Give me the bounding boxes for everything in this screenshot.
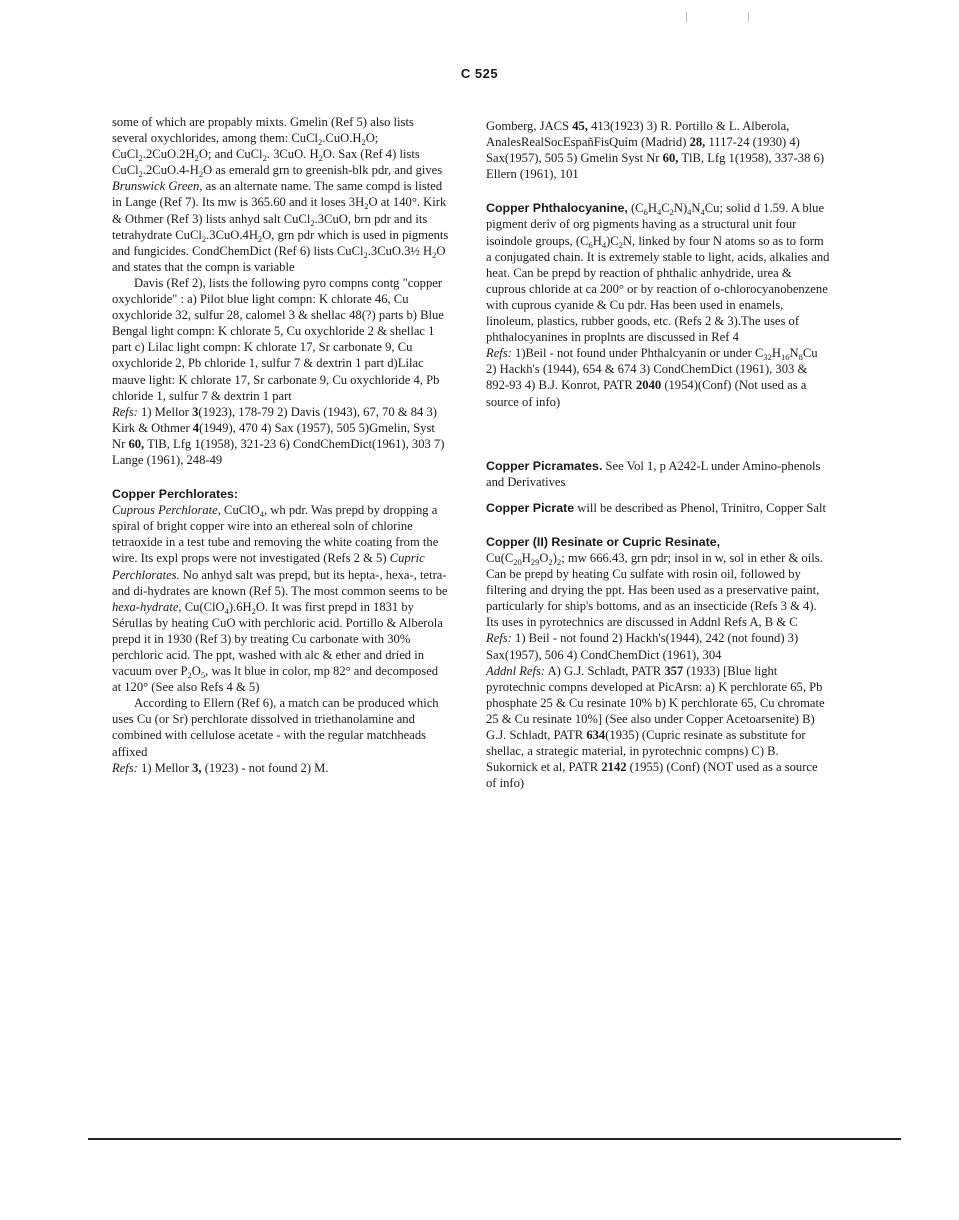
paragraph-oxychlorides: some of which are propably mixts. Gmelin (Ref 5) also lists several oxychlorides, among them: $CuCl_2.CuO.H_2O$; $CuCl_2.2CuO.2H_2O$; and CuCl$_2$. 3CuO. $H_2O$. Sax (Ref 4) lists $CuCl_2.2CuO.4-H_2O$ as emerald grn to greenish-blk pdr, and gives Brunswick Green, as an alternate name. The same compd is listed in Lange (Ref 7). Its mw is 365.60 and it loses $3H_2O$ at 140°. Kirk & Othmer (Ref 3) lists anhyd salt CuCl$_2$.3CuO, brn pdr and its tetrahydrate $CuCl_2.3CuO.4H_2O$, grn pdr which is used in pigments and fungicides. CondChemDict (Ref 6) lists CuCl$_2$.3CuO.3½ $H_2O$ and states that the compn is variable xyxy=(112,115,449,274)
footer-rule xyxy=(88,1138,901,1140)
references-resinate: Refs: 1) Beil - not found 2) Hackh's(1944), 242 (not found) 3) Sax(1957), 506 4) CondChemDict (1961), 304 xyxy=(486,631,799,662)
paragraph-ellern-match: According to Ellern (Ref 6), a match can be produced which uses Cu (or Sr) perchlorate dissolved in triethanolamine and combined with cellulose acetate - with the regular matchheads affixed xyxy=(112,696,439,759)
scan-mark xyxy=(686,12,687,22)
right-column xyxy=(486,118,831,791)
heading-copper-phthalocyanine: Copper Phthalocyanine, xyxy=(486,201,628,216)
entry-copper-picramates: Copper Picramates. See Vol 1, p A242-L under Amino-phenols and Derivatives xyxy=(486,458,821,489)
additional-references-resinate: Addnl Refs: A) G.J. Schladt, PATR 357 (1933) [Blue light pyrotechnic compns developed at PicArsn: a) K perchlorate 65, Pb phosphate 25 & Cu resinate 10% b) K perchlorate 65, Cu chromate 25 & Cu resinate 10%] (See also under Copper Acetoarsenite) B) G.J. Schladt, PATR 634(1935) (Cupric resinate as substitute for shellac, a strategic material, in pyrotechnic compns) C) B. Sukornick et al, PATR 2142 (1955) (Conf) (NOT used as a source of info) xyxy=(486,663,825,791)
entry-copper-phthalocyanine: Copper Phthalocyanine, $(C_6H_4C_2N)_4N_4Cu$; solid d 1.59. A blue pigment deriv of org pigments having as a structural unit four isoindole groups, $(C_6H_4)C_2N$, linked by four N atoms so as to form a conjugated chain. It is extremely stable to light, acids, alkalies and heat. Can be prepd by reaction of phthalic anhydride, urea & cuprous chloride at ca 200° or by reaction of o-chlorocyanobenzene with cuprous cyanide & Cu pdr. Has been used in enamels, linoleum, plastics, rubber goods, etc. (Refs 2 & 3).The uses of phthalocyanines in proplnts are discussed in Ref 4 xyxy=(486,201,830,345)
references-perchlorates: Refs: 1) Mellor 3, (1923) - not found 2) M. xyxy=(112,760,329,775)
heading-copper-resinate: Copper (II) Resinate or Cupric Resinate, xyxy=(486,534,721,549)
heading-copper-picramates: Copper Picramates. xyxy=(486,458,603,473)
left-column xyxy=(112,114,450,776)
references-phthalocyanine: Refs: 1)Beil - not found under Phthalcyanin or under $C_{32}H_{16}N_8Cu$ 2) Hackh's (1944), 654 & 674 3) CondChemDict (1961), 303 & 892-93 4) B.J. Konrot, PATR 2040 (1954)(Conf) (Not used as a source of info) xyxy=(486,346,818,409)
page-header: C 525 xyxy=(460,66,499,81)
paragraph-davis: Davis (Ref 2), lists the following pyro compns contg "copper oxychloride" : a) Pilot blue light compn: K chlorate 46, Cu oxychloride 32, sulfur 28, calomel 3 & shellac 48(?) parts b) Blue Bengal light compn: K chlorate 5, Cu oxychloride 2 & shellac 1 part c) Lilac light compn: K chlorate 17, Sr carbonate 9, Cu oxychloride 2, Pb chloride 1, sulfur 7 & dextrin 1 part d)Lilac mauve light: K chlorate 17, Sr carbonate 9, Cu oxychloride 4, Pb chloride 1, sulfur 7 & dextrin 1 part xyxy=(112,275,444,403)
heading-copper-picrate: Copper Picrate xyxy=(486,500,575,515)
heading-copper-perchlorates: Copper Perchlorates: xyxy=(112,487,239,502)
references-perchlorates-continued: Gomberg, JACS 45, 413(1923) 3) R. Portillo & L. Alberola, AnalesRealSocEspañFisQuím (Madrid) 28, 1117-24 (1930) 4) Sax(1957), 505 5) Gmelin Syst Nr 60, TlB, Lfg 1(1958), 337-38 6) Ellern (1961), 101 xyxy=(486,119,825,182)
paragraph-perchlorates: Cuprous Perchlorate, CuClO$_4$, wh pdr. Was prepd by dropping a spiral of bright copper wire into an ethereal soln of chlorine tetraoxide in a test tube and removing the white coating from the wire. Its expl props were not investigated (Refs 2 & 5) Cupric Perchlorates. No anhyd salt was prepd, but its hepta-, hexa-, tetra- and di-hydrates are known (Ref 5). The most common seems to be hexa-hydrate, $Cu(ClO_4).6H_2O$. It was first prepd in 1831 by Sérullas by heating CuO with perchloric acid. Portillo & Alberola prepd it in 1930 (Ref 3) by treating Cu carbonate with 30% perchloric acid. The ppt, washed with alc & ether and dried in vacuum over $P_2O_5$, was lt blue in color, mp 82° and decomposed at 120° (See also Refs 4 & 5) xyxy=(112,503,448,695)
entry-copper-picrate: Copper Picrate will be described as Phenol, Trinitro, Copper Salt xyxy=(486,500,826,515)
references-oxychlorides: Refs: 1) Mellor 3(1923), 178-79 2) Davis (1943), 67, 70 & 84 3) Kirk & Othmer 4(1949), 470 4) Sax (1957), 505 5)Gmelin, Syst Nr 60, TlB, Lfg 1(1958), 321-23 6) CondChemDict(1961), 303 7) Lange (1961), 248-49 xyxy=(112,404,445,467)
paragraph-copper-resinate: $Cu(C_{20}H_{29}O_2)_2$; mw 666.43, grn pdr; insol in w, sol in ether & oils. Can be prepd by heating Cu sulfate with rosin oil, followed by filtering and drying the ppt. Has been used as a preservative paint, particularly for ship's bottoms, and as an insecticide (Refs 3 & 4). Its uses in pyrotechnics are discussed in Addnl Refs A, B & C xyxy=(486,550,823,630)
scan-mark xyxy=(748,12,749,22)
